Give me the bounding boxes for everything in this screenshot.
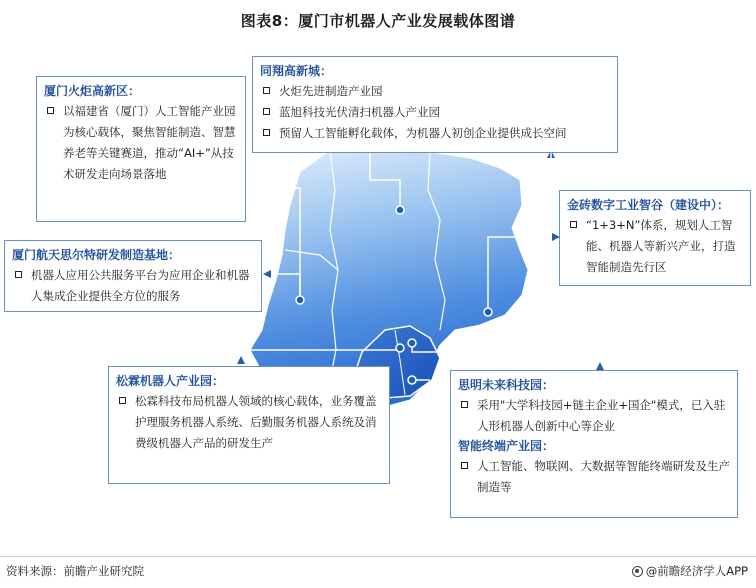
arrow-marker bbox=[596, 362, 604, 370]
box-title: 智能终端产业园： bbox=[458, 439, 555, 453]
box-title: 松霖机器人产业园： bbox=[116, 374, 225, 388]
square-bullet-icon bbox=[119, 397, 126, 404]
list-item bbox=[44, 101, 238, 185]
item-text: 人工智能、物联网、大数据等智能终端研发及生产制造等 bbox=[477, 459, 730, 494]
brand-text: @前瞻经济学人APP bbox=[645, 564, 748, 578]
source-note: 资料来源：前瞻产业研究院 bbox=[6, 564, 144, 578]
item-text: 机器人应用公共服务平台为应用企业和机器人集成企业提供全方位的服务 bbox=[31, 268, 250, 303]
arrow-marker bbox=[237, 356, 245, 364]
location-dot bbox=[484, 308, 492, 316]
box-title: 厦门航天思尔特研发制造基地： bbox=[12, 248, 181, 262]
square-bullet-icon bbox=[461, 401, 468, 408]
item-text: “1+3+N”体系，规划人工智能、机器人等新兴产业，打造智能制造先行区 bbox=[586, 218, 736, 274]
box-title: 金砖数字工业智谷（建设中）： bbox=[567, 198, 730, 212]
footer-divider bbox=[0, 556, 756, 557]
list-item bbox=[260, 123, 610, 144]
qianzhan-logo-icon bbox=[632, 566, 643, 577]
box-songlin bbox=[108, 366, 390, 484]
chart-title: 图表8：厦门市机器人产业发展载体图谱 bbox=[240, 12, 516, 30]
location-dot bbox=[408, 376, 416, 384]
arrow-marker bbox=[263, 270, 271, 278]
location-dot bbox=[396, 206, 404, 214]
box-hangtian bbox=[4, 240, 262, 312]
box-title: 同翔高新城： bbox=[260, 64, 333, 78]
box-siming-zhineng bbox=[450, 370, 738, 518]
square-bullet-icon bbox=[461, 462, 468, 469]
list-item bbox=[458, 395, 730, 437]
item-text: 松霖科技布局机器人领域的核心载体，业务覆盖护理服务机器人系统、后勤服务机器人系统及消费级机器人产品的研发生产 bbox=[135, 394, 377, 450]
list-item bbox=[12, 265, 254, 307]
location-dot bbox=[408, 339, 416, 347]
list-item bbox=[458, 456, 730, 498]
list-item bbox=[260, 102, 610, 123]
box-title: 思明未来科技园： bbox=[458, 378, 555, 392]
connector-siming bbox=[412, 345, 600, 367]
box-jinzhuan bbox=[559, 190, 751, 286]
brand-credit bbox=[632, 563, 748, 579]
location-dot bbox=[396, 344, 404, 352]
item-text: 采用"大学科技园+链主企业+国企"模式，已入驻人形机器人创新中心等企业 bbox=[477, 398, 726, 433]
list-item bbox=[260, 81, 610, 102]
square-bullet-icon bbox=[263, 108, 270, 115]
item-text: 以福建省（厦门）人工智能产业园为核心载体，聚焦智能制造、智慧养老等关键赛道，推动“AI+”从技术研发走向场景落地 bbox=[63, 104, 236, 181]
square-bullet-icon bbox=[15, 271, 22, 278]
box-tongxiang bbox=[252, 56, 618, 153]
box-huoju bbox=[36, 76, 246, 222]
list-item bbox=[567, 215, 743, 278]
square-bullet-icon bbox=[570, 221, 577, 228]
item-text: 预留人工智能孵化载体，为机器人初创企业提供成长空间 bbox=[279, 126, 567, 140]
item-text: 火炬先进制造产业园 bbox=[279, 84, 383, 98]
item-text: 蓝旭科技光伏清扫机器人产业园 bbox=[279, 105, 440, 119]
box-title: 厦门火炬高新区： bbox=[44, 84, 141, 98]
location-dot bbox=[296, 296, 304, 304]
square-bullet-icon bbox=[47, 107, 54, 114]
square-bullet-icon bbox=[263, 129, 270, 136]
square-bullet-icon bbox=[263, 87, 270, 94]
list-item bbox=[116, 391, 382, 454]
